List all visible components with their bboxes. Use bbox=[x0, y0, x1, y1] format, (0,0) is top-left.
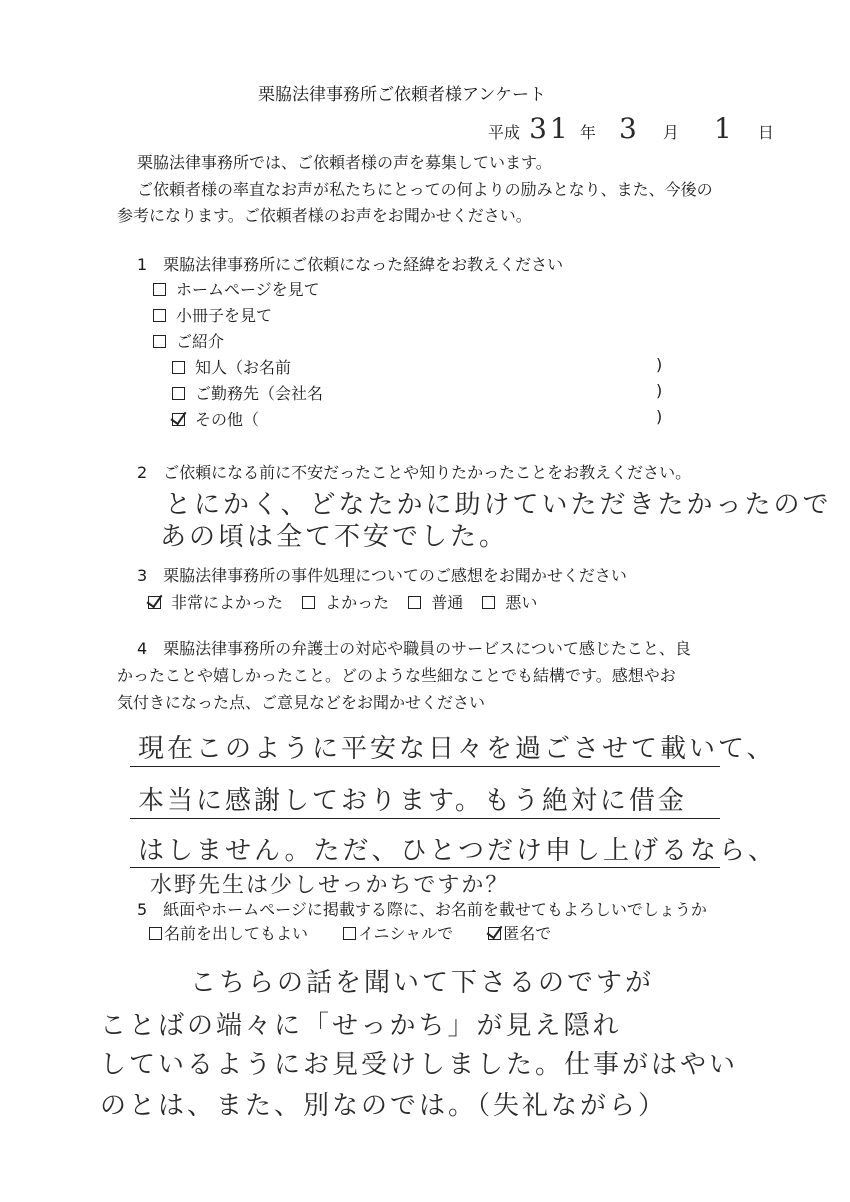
q3-option-bad[interactable]: 悪い bbox=[482, 590, 537, 613]
q2-question: 2 ご依頼になる前に不安だったことや知りたかったことをお教えください。 bbox=[137, 463, 692, 482]
q5-options bbox=[149, 921, 565, 944]
page-title: 栗脇法律事務所ご依頼者様アンケート bbox=[258, 85, 546, 105]
q4-answer-line-1: 現在このように平安な日々を過ごさせて載いて、 bbox=[138, 734, 776, 764]
date-day-unit: 日 bbox=[757, 123, 774, 142]
extra-comment-line-2: ことばの端々に「せっかち」が見え隠れ bbox=[100, 1011, 622, 1041]
checkbox[interactable] bbox=[172, 387, 185, 400]
q3-option-good[interactable]: よかった bbox=[302, 590, 389, 613]
close-paren: ) bbox=[656, 407, 663, 426]
checkbox[interactable] bbox=[153, 335, 166, 348]
checkbox-checked[interactable] bbox=[172, 413, 185, 426]
date-month: 3 bbox=[618, 112, 640, 145]
checkbox[interactable] bbox=[408, 596, 421, 609]
q1-sub-other[interactable]: その他（ bbox=[172, 407, 259, 430]
q1-sub-workplace[interactable]: ご勤務先（会社名 bbox=[172, 381, 323, 404]
q4-question-line-3: 気付きになった点、ご意見などをお聞かせください bbox=[117, 693, 486, 712]
q1-sub-acquaintance[interactable]: 知人（お名前 bbox=[172, 355, 291, 378]
checkbox[interactable] bbox=[302, 596, 315, 609]
q1-option-booklet[interactable]: 小冊子を見て bbox=[153, 303, 272, 326]
extra-comment-line-1: こちらの話を聞いて下さるのですが bbox=[190, 968, 655, 998]
close-paren: ) bbox=[656, 381, 663, 400]
checkbox[interactable] bbox=[149, 927, 162, 940]
date-month-unit: 月 bbox=[662, 123, 679, 142]
answer-underline bbox=[130, 766, 720, 767]
q1-option-homepage[interactable]: ホームページを見て bbox=[153, 277, 320, 300]
q3-option-very-good[interactable]: 非常によかった bbox=[148, 590, 283, 613]
q3-options bbox=[148, 590, 551, 613]
close-paren: ) bbox=[656, 355, 663, 374]
intro-line-2: ご依頼者様の率直なお声が私たちにとっての何よりの励みとなり、また、今後の bbox=[137, 180, 713, 199]
date-year: 31 bbox=[529, 112, 571, 145]
checkbox[interactable] bbox=[153, 309, 166, 322]
date-year-unit: 年 bbox=[579, 123, 596, 142]
checkbox-checked[interactable] bbox=[148, 596, 161, 609]
q1-question: 1 栗脇法律事務所にご依頼になった経緯をお教えください bbox=[137, 255, 564, 274]
date-day: 1 bbox=[713, 112, 735, 145]
q5-option-full-name[interactable]: 名前を出してもよい bbox=[149, 921, 308, 944]
q1-option-referral[interactable]: ご紹介 bbox=[153, 329, 224, 352]
q3-question: 3 栗脇法律事務所の事件処理についてのご感想をお聞かせください bbox=[137, 566, 627, 585]
q4-answer-line-2: 本当に感謝しております。もう絶対に借金 bbox=[138, 786, 687, 816]
q3-option-average[interactable]: 普通 bbox=[408, 590, 463, 613]
checkbox[interactable] bbox=[153, 283, 166, 296]
date-era: 平成 bbox=[488, 123, 521, 142]
date-field bbox=[488, 112, 774, 145]
extra-comment-line-4: のとは、また、別なのでは。（失礼ながら） bbox=[100, 1091, 668, 1121]
q4-answer-line-3: はしません。ただ、ひとつだけ申し上げるなら、 bbox=[138, 836, 778, 866]
checkbox[interactable] bbox=[482, 596, 495, 609]
checkbox[interactable] bbox=[343, 927, 356, 940]
extra-comment-line-3: しているようにお見受けしました。仕事がはやい bbox=[100, 1050, 739, 1080]
q5-option-anonymous[interactable]: 匿名で bbox=[488, 921, 551, 944]
q2-answer-line-2: あの頃は全て不安でした。 bbox=[160, 522, 509, 552]
q5-option-initials[interactable]: イニシャルで bbox=[343, 921, 453, 944]
q4-answer-line-4: 水野先生は少しせっかちですか？ bbox=[150, 873, 510, 898]
checkbox[interactable] bbox=[172, 361, 185, 374]
answer-underline bbox=[130, 818, 720, 819]
q4-question-line-1: 4 栗脇法律事務所の弁護士の対応や職員のサービスについて感じたこと、良 bbox=[137, 639, 691, 658]
intro-line-3: 参考になります。ご依頼者様のお声をお聞かせください。 bbox=[117, 206, 532, 225]
q2-answer-line-1: とにかく、どなたかに助けていただきたかったので bbox=[165, 490, 832, 520]
intro-line-1: 栗脇法律事務所では、ご依頼者様の声を募集しています。 bbox=[137, 153, 552, 172]
checkbox-checked[interactable] bbox=[488, 927, 501, 940]
q5-question: 5 紙面やホームページに掲載する際に、お名前を載せてもよろしいでしょうか bbox=[137, 900, 707, 919]
q4-question-line-2: かったことや嬉しかったこと。どのような些細なことでも結構です。感想やお bbox=[117, 666, 676, 685]
